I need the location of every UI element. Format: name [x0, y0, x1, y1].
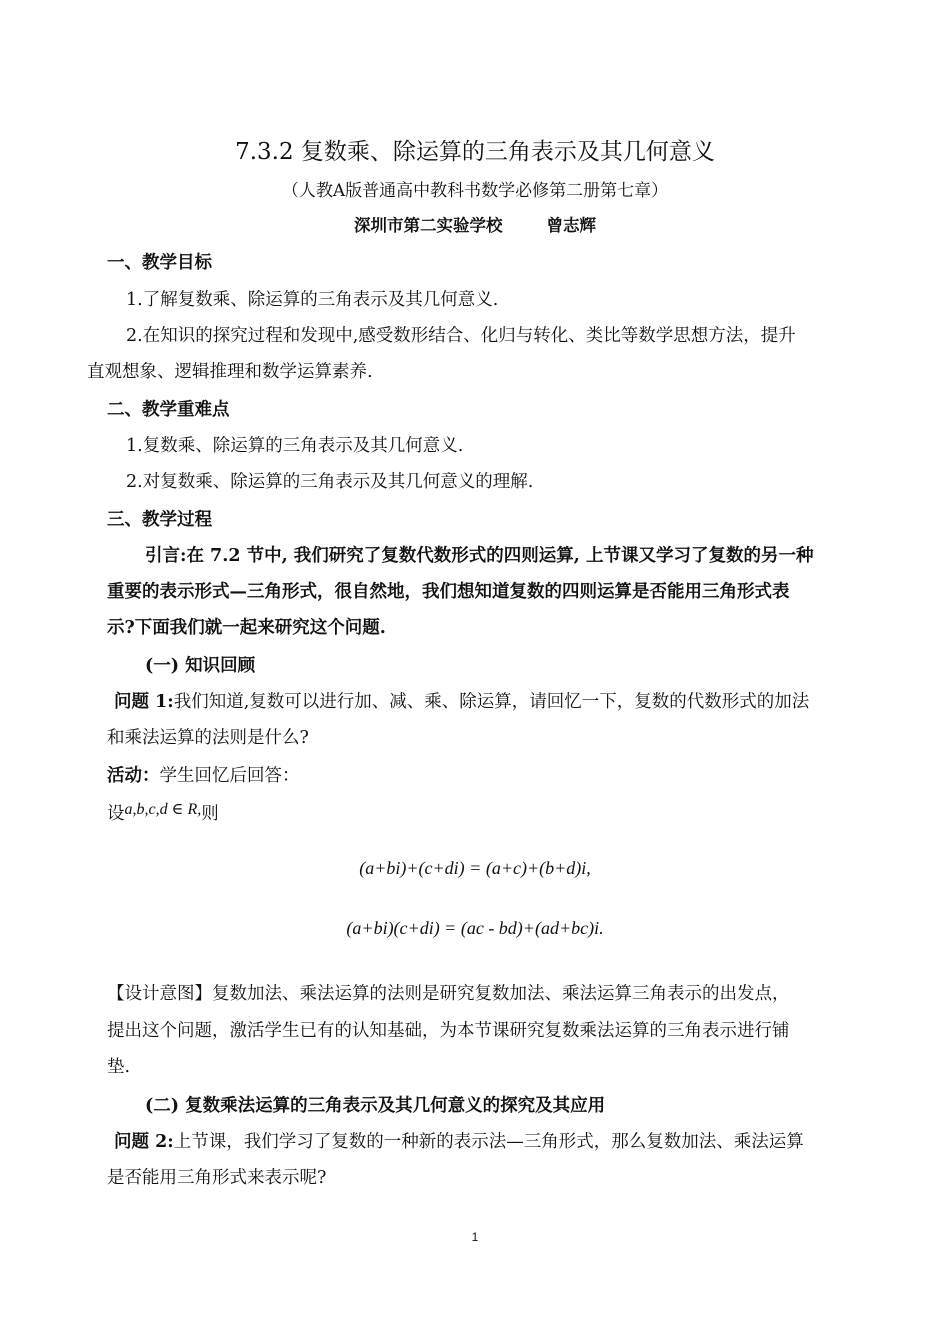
- intro-paragraph: 引言:在 7.2 节中, 我们研究了复数代数形式的四则运算, 上节课又学习了复数的另一种: [145, 546, 814, 566]
- equation-multiplication: (a+bi)(c+di) = (ac - bd)+(ad+bc)i.: [346, 918, 604, 938]
- key-point-item: 2.对复数乘、除运算的三角表示及其几何意义的理解.: [126, 472, 534, 492]
- activity-text: 学生回忆后回答：: [159, 766, 300, 786]
- let-prefix: 设: [107, 804, 125, 824]
- page-number: 1: [471, 1230, 479, 1244]
- equation-addition: (a+bi)+(c+di) = (a+c)+(b+d)i,: [359, 858, 591, 878]
- intro-paragraph-line: 示?下面我们就一起来研究这个问题.: [107, 618, 386, 638]
- question-1-label: 问题 1:: [114, 692, 174, 712]
- author-school: 深圳市第二实验学校: [354, 216, 503, 235]
- key-point-item: 1.复数乘、除运算的三角表示及其几何意义.: [126, 436, 464, 456]
- document-subtitle: （人教A版普通高中教科书数学必修第二册第七章）: [281, 181, 669, 201]
- design-intent-line: 提出这个问题，激活学生已有的认知基础，为本节课研究复数乘法运算的三角表示进行铺: [107, 1021, 790, 1041]
- section-heading-process: 三、教学过程: [107, 510, 212, 530]
- question-1-text: 我们知道,复数可以进行加、减、乘、除运算，请回忆一下，复数的代数形式的加法: [173, 692, 810, 712]
- design-intent-line: 垫.: [107, 1057, 131, 1077]
- objective-item-continued: 直观想象、逻辑推理和数学运算素养.: [87, 362, 373, 382]
- question-1-continued: 和乘法运算的法则是什么?: [107, 728, 309, 748]
- question-1: [114, 688, 809, 713]
- intro-paragraph-line: 重要的表示形式—三角形式，很自然地，我们想知道复数的四则运算是否能用三角形式表: [107, 582, 790, 602]
- design-intent: 【设计意图】复数加法、乘法运算的法则是研究复数加法、乘法运算三角表示的出发点，: [107, 984, 790, 1004]
- let-statement: [107, 800, 219, 825]
- document-title: 7.3.2 复数乘、除运算的三角表示及其几何意义: [235, 139, 715, 165]
- section-heading-key-points: 二、教学重难点: [107, 400, 230, 420]
- subsection-knowledge-review: (一) 知识回顾: [145, 656, 256, 676]
- section-heading-objectives: 一、教学目标: [107, 253, 212, 273]
- let-suffix: 则: [201, 804, 219, 824]
- author-name: 曾志辉: [546, 216, 596, 235]
- question-2-text: 上节课，我们学习了复数的一种新的表示法—三角形式，那么复数加法、乘法运算: [173, 1132, 804, 1152]
- subsection-multiplication: (二) 复数乘法运算的三角表示及其几何意义的探究及其应用: [145, 1096, 606, 1116]
- author-line: [0, 212, 950, 236]
- question-2-label: 问题 2:: [114, 1132, 174, 1152]
- question-2-continued: 是否能用三角形式来表示呢?: [107, 1168, 327, 1188]
- question-2: [114, 1128, 804, 1153]
- activity-label: 活动：: [107, 766, 160, 786]
- objective-item: 2.在知识的探究过程和发现中,感受数形结合、化归与转化、类比等数学思想方法，提升: [126, 326, 796, 346]
- let-math: a,b,c,d ∈ R,: [124, 801, 202, 818]
- objective-item: 1.了解复数乘、除运算的三角表示及其几何意义.: [126, 290, 499, 310]
- activity-line: [107, 762, 300, 787]
